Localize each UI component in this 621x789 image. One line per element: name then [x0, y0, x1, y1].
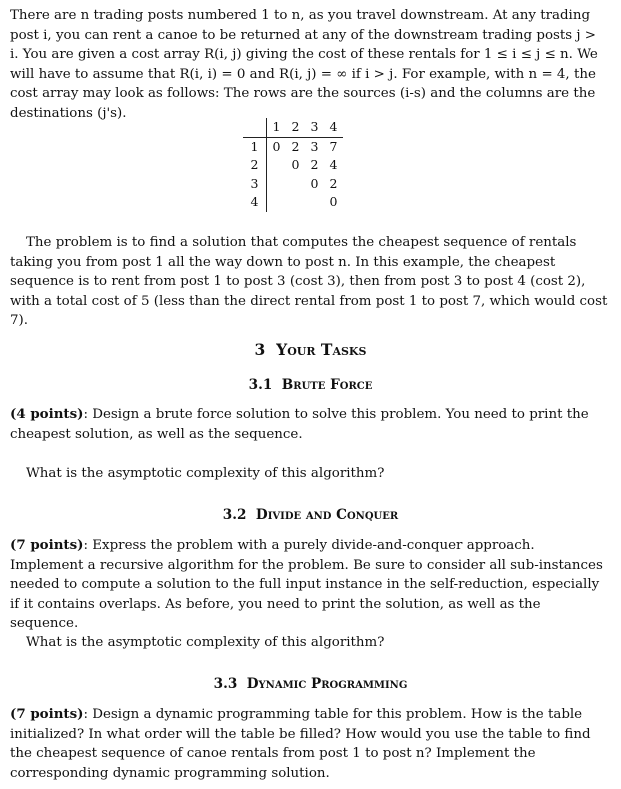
problem-paragraph: The problem is to find a solution that computes the cheapest sequence of rentals taking you from post 1 all the way down to post n. In this example, the cheapest sequence is to rent from post 1 to post 3 (cost 3), then from post 3 to post 4 (cost 2), with a total cost of 5 (less than the direct rental from post 1 to post 7, which would cost 7).	[10, 235, 608, 329]
table-cell: 0	[310, 175, 319, 191]
cost-array-table	[243, 118, 343, 212]
table-cell	[267, 156, 287, 175]
brute-force-question: What is the asymptotic complexity of this algorithm?	[26, 466, 385, 481]
brute-force-paragraph	[10, 405, 608, 444]
col-header: 2	[286, 118, 305, 137]
section-title: Your Tasks	[276, 340, 367, 359]
subsection-title: Brute Force	[281, 377, 373, 393]
points-label: (7 points)	[10, 537, 84, 553]
brute-force-text: : Design a brute force solution to solve this problem. You need to print the cheapest solution, as well as the sequence.	[10, 407, 589, 442]
row-header: 3	[243, 175, 267, 194]
dynamic-programming-text: : Design a dynamic programming table for this problem. How is the table initialized? In what order will the table be filled? How would you use the table to find the cheapest sequence of canoe rentals from post 1 to post n? Implement the corresponding dynamic programming solution.	[10, 707, 591, 781]
divide-conquer-paragraph	[10, 536, 608, 634]
table-cell	[267, 193, 287, 212]
dynamic-programming-paragraph	[10, 705, 608, 783]
table-cell: 4	[329, 157, 338, 172]
table-cell: 2	[329, 175, 338, 191]
subsection-number: 3.3	[213, 676, 238, 692]
points-label: (4 points)	[10, 406, 84, 422]
col-header: 3	[305, 118, 324, 137]
table-cell: 2	[310, 157, 319, 172]
divide-conquer-question: What is the asymptotic complexity of this algorithm?	[26, 635, 385, 650]
table-cell: 2	[291, 138, 300, 154]
table-cell	[286, 193, 305, 212]
table-corner-cell	[243, 118, 267, 137]
table-cell	[286, 175, 305, 194]
table-cell	[305, 193, 324, 212]
points-label: (7 points)	[10, 706, 84, 722]
table-cell: 0	[291, 157, 300, 172]
table-cell: 0	[272, 138, 281, 154]
row-header: 1	[243, 137, 267, 156]
subsection-number: 3.1	[248, 377, 273, 393]
intro-paragraph: There are n trading posts numbered 1 to n, as you travel downstream. At any trading post i, you can rent a canoe to be returned at any of the downstream trading posts j > i. You are given a cost array R(i, j) giving the cost of these rentals for 1 ≤ i ≤ j ≤ n. We will have to assume that R(i, i) = 0 and R(i, j) = ∞ if i > j. For example, with n = 4, the cost array may look as follows: The rows are the sources (i-s) and the columns are the destinations (j's).	[10, 8, 598, 121]
subsection-heading-brute-force	[0, 377, 621, 393]
table-row	[243, 156, 343, 175]
table-cell	[267, 175, 287, 194]
subsection-title: Dynamic Programming	[246, 676, 408, 692]
section-number: 3	[254, 340, 266, 359]
row-header: 2	[243, 156, 267, 175]
table-row	[243, 137, 343, 156]
table-cell: 3	[310, 138, 319, 154]
subsection-number: 3.2	[222, 507, 247, 523]
table-row	[243, 193, 343, 212]
subsection-heading-dynamic-programming	[0, 676, 621, 692]
section-heading	[0, 340, 621, 359]
col-header: 1	[267, 118, 287, 137]
divide-conquer-text: : Express the problem with a purely divide-and-conquer approach. Implement a recursive algorithm for the problem. Be sure to consider all sub-instances needed to compute a solution to the full input instance in the self-reduction, especially if it contains overlaps. As before, you need to print the solution, as well as the sequence.	[10, 538, 603, 632]
table-cell: 0	[329, 194, 338, 209]
table-row	[243, 175, 343, 194]
table-cell: 7	[329, 138, 338, 154]
subsection-heading-divide-conquer	[0, 507, 621, 523]
subsection-title: Divide and Conquer	[255, 507, 399, 523]
col-header: 4	[324, 118, 343, 137]
row-header: 4	[243, 193, 267, 212]
table-header-row	[243, 118, 343, 137]
